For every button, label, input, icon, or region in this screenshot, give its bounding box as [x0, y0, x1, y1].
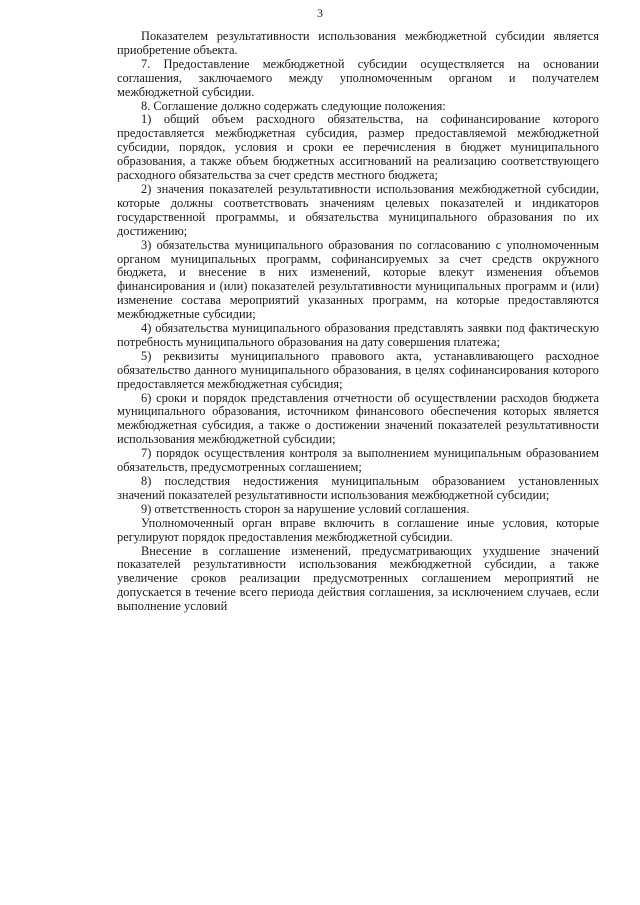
- list-item-4: 4) обязательства муниципального образования представлять заявки под фактическую потребность муниципального образования на дату совершения платежа;: [117, 321, 599, 349]
- list-item-1: 1) общий объем расходного обязательства, на софинансирование которого предоставляется межбюджетная субсидия, размер предоставляемой межбюджетной субсидии, порядок, условия и сроки ее перечисления в бюджет муниципального образования, а также объем бюджетных ассигнований на реализацию соответствующего расходного обязательства за счет средств местного бюджета;: [117, 112, 599, 183]
- paragraph-other-conditions: Уполномоченный орган вправе включить в соглашение иные условия, которые регулируют порядок предоставления межбюджетной субсидии.: [117, 515, 599, 544]
- paragraph-amendments: Внесение в соглашение изменений, предусматривающих ухудшение значений показателей результативности использования межбюджетной субсидии, а также увеличение сроков реализации предусмотренных соглашением мероприятий не допускается в течение всего периода действия соглашения, за исключением случаев, если выполнение условий: [117, 543, 599, 614]
- list-item-2: 2) значения показателей результативности использования межбюджетной субсидии, которые должны соответствовать значениям целевых показателей и индикаторов государственной программы, и обязательства муниципального образования по их достижению;: [117, 181, 599, 238]
- list-item-9: 9) ответственность сторон за нарушение условий соглашения.: [141, 501, 470, 516]
- paragraph-item-8: 8. Соглашение должно содержать следующие положения:: [141, 98, 446, 113]
- list-item-5: 5) реквизиты муниципального правового акта, устанавливающего расходное обязательство данного муниципального образования, в целях софинансирования которого предоставляется межбюджетная субсидия;: [117, 348, 599, 391]
- list-item-7: 7) порядок осуществления контроля за выполнением муниципальным образованием обязательств, предусмотренных соглашением;: [117, 446, 599, 475]
- paragraph-result-indicator: Показателем результативности использования межбюджетной субсидии является приобретение объекта.: [117, 29, 599, 57]
- list-item-6: 6) сроки и порядок представления отчетности об осуществлении расходов бюджета муниципального образования, источником финансового обеспечения которых является межбюджетная субсидия, а также о достижении значений показателей результативности использования межбюджетной субсидии;: [117, 390, 599, 447]
- paragraph-item-7: 7. Предоставление межбюджетной субсидии осуществляется на основании соглашения, заключаемого между уполномоченным органом и получателем межбюджетной субсидии.: [117, 56, 599, 99]
- list-item-3: 3) обязательства муниципального образования по согласованию с уполномоченным органом муниципальных программ, софинансируемых за счет средств окружного бюджета, и внесение в них изменений, которые влекут изменения объемов финансирования и (или) показателей результативности муниципальных программ и (или) изменение состава мероприятий указанных программ, на которые предоставляются межбюджетные субсидии;: [117, 237, 599, 322]
- document-body: [117, 30, 599, 614]
- page-number: 3: [317, 6, 323, 20]
- list-item-8: 8) последствия недостижения муниципальным образованием установленных значений показателей результативности использования межбюджетной субсидии;: [117, 474, 599, 502]
